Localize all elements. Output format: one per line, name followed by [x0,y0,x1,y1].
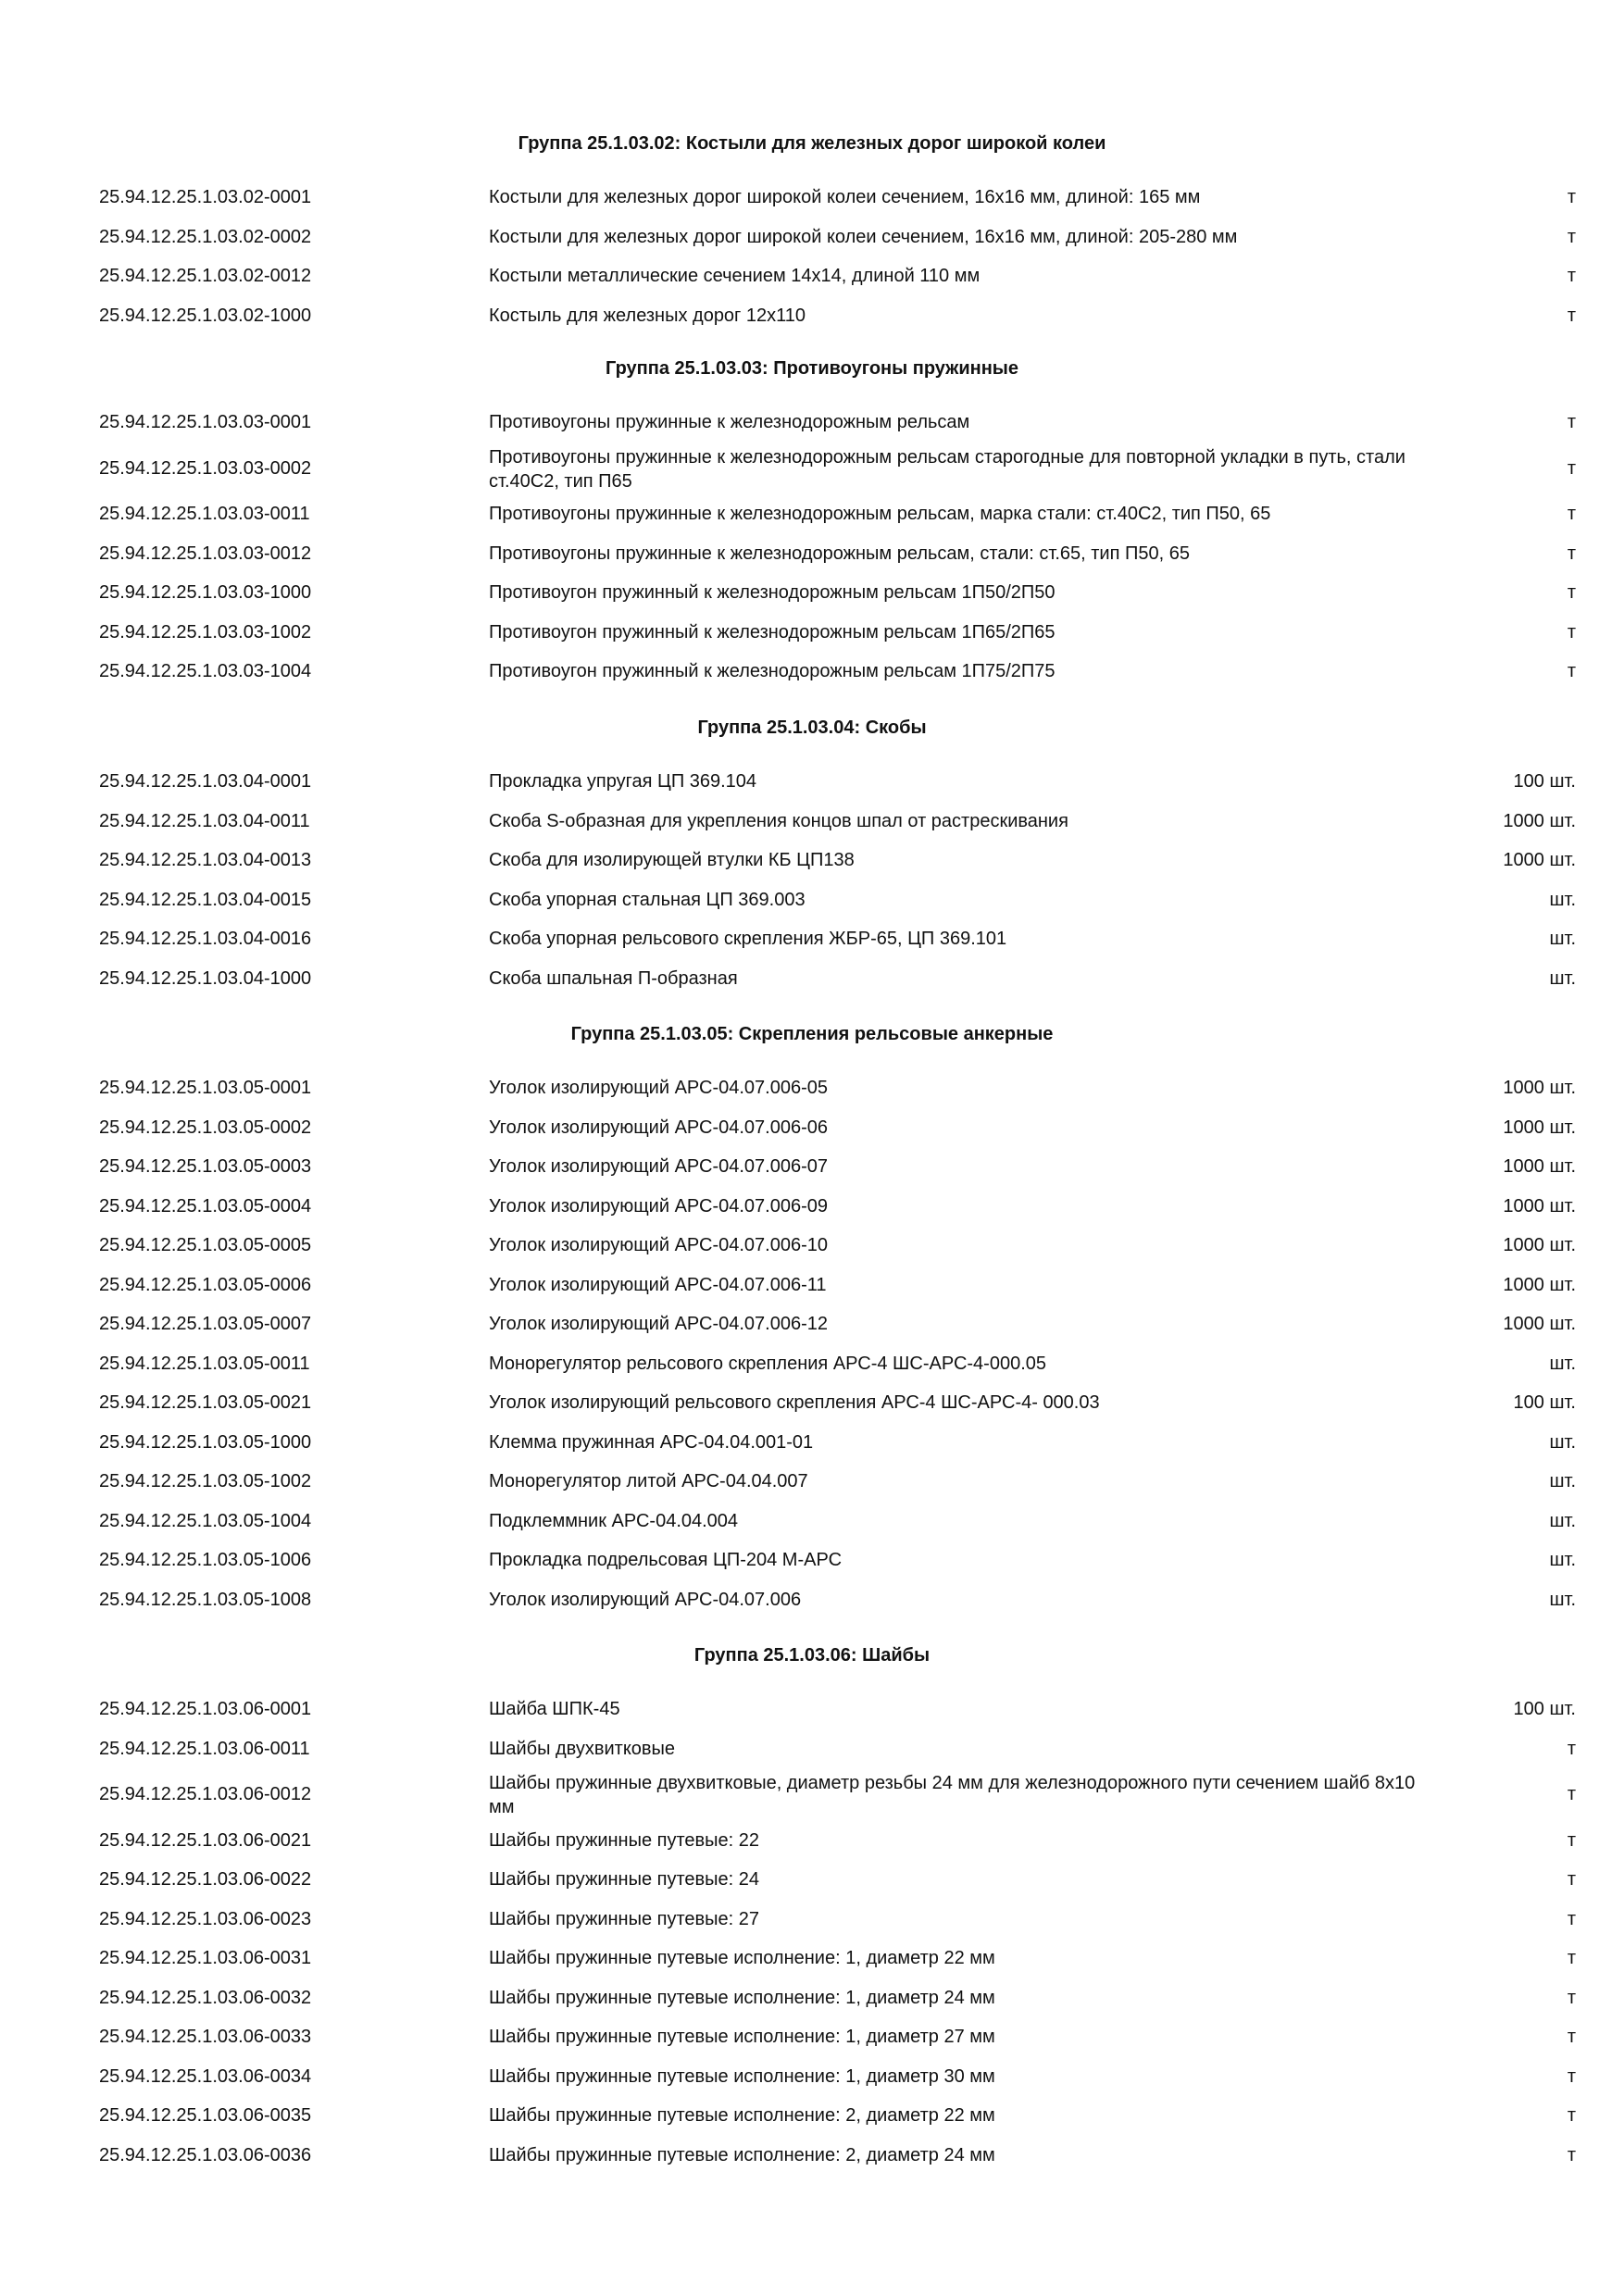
group-heading: Группа 25.1.03.06: Шайбы [693,1645,931,1666]
item-unit: т [1567,2065,1576,2087]
item-name: Противоугон пружинный к железнодорожным рельсам 1П65/2П65 [489,621,1056,643]
item-unit: т [1567,543,1576,564]
item-unit: т [1567,2027,1576,2047]
item-code: 25.94.12.25.1.03.03-0001 [99,412,312,432]
item-name: Костыли металлические сечением 14х14, длиной 110 мм [489,266,981,286]
item-code: 25.94.12.25.1.03.04-1000 [99,967,312,989]
item-name: Шайбы пружинные путевые: 27 [489,1908,760,1929]
item-code: 25.94.12.25.1.03.05-0001 [99,1078,312,1098]
item-unit: 1000 шт. [1503,1235,1576,1255]
item-name: Скоба упорная стальная ЦП 369.003 [489,889,806,910]
item-name: Шайбы пружинные путевые: 22 [489,1829,760,1851]
item-code: 25.94.12.25.1.03.06-0012 [99,1784,312,1804]
item-unit: т [1567,582,1576,603]
item-name: Уголок изолирующий АРС-04.07.006-07 [489,1156,829,1177]
item-code: 25.94.12.25.1.03.02-1000 [99,305,312,326]
item-code: 25.94.12.25.1.03.03-1002 [99,621,312,643]
item-unit: шт. [1549,1550,1576,1570]
item-unit: т [1567,266,1576,286]
item-name: Скоба S-образная для укрепления концов шпал от растрескивания [489,810,1068,831]
item-code: 25.94.12.25.1.03.02-0001 [99,187,312,207]
item-name: Противоугон пружинный к железнодорожным рельсам 1П75/2П75 [489,661,1056,681]
item-code: 25.94.12.25.1.03.04-0013 [99,850,312,870]
item-unit: 1000 шт. [1503,850,1576,870]
item-code: 25.94.12.25.1.03.03-0011 [99,504,310,524]
item-name: Костыли для железных дорог широкой колеи сечением, 16х16 мм, длиной: 165 мм [489,187,1201,207]
item-unit: т [1567,305,1576,326]
item-name: Костыль для железных дорог 12х110 [489,305,806,326]
item-name: Шайбы пружинные путевые исполнение: 1, диаметр 30 мм [489,2065,995,2087]
item-name: Уголок изолирующий АРС-04.07.006-12 [489,1314,829,1334]
item-name: Клемма пружинная АРС-04.04.001-01 [489,1431,814,1453]
item-unit: 1000 шт. [1503,1195,1576,1217]
item-code: 25.94.12.25.1.03.03-1004 [99,661,312,681]
item-code: 25.94.12.25.1.03.05-1002 [99,1471,312,1491]
item-code: 25.94.12.25.1.03.03-0002 [99,457,312,479]
item-code: 25.94.12.25.1.03.02-0012 [99,266,312,286]
item-name: Шайбы двухвитковые [489,1738,676,1759]
item-name: Уголок изолирующий АРС-04.07.006-11 [489,1274,827,1295]
item-unit: т [1567,2105,1576,2126]
item-code: 25.94.12.25.1.03.05-0005 [99,1235,312,1255]
item-code: 25.94.12.25.1.03.05-0006 [99,1274,312,1295]
item-name: Шайба ШПК-45 [489,1699,620,1719]
item-name: Скоба упорная рельсового скрепления ЖБР-65, ЦП 369.101 [489,929,1007,949]
item-code: 25.94.12.25.1.03.04-0001 [99,771,312,792]
item-code: 25.94.12.25.1.03.05-0011 [99,1353,310,1374]
item-unit: 1000 шт. [1503,1117,1576,1138]
item-name: Подклеммник АРС-04.04.004 [489,1510,739,1531]
item-unit: т [1567,1784,1576,1804]
item-unit: т [1567,621,1576,643]
item-code: 25.94.12.25.1.03.05-1000 [99,1431,312,1453]
item-name: Шайбы пружинные путевые исполнение: 2, диаметр 24 мм [489,2144,995,2165]
item-unit: 100 шт. [1513,771,1576,792]
item-code: 25.94.12.25.1.03.05-1004 [99,1510,312,1531]
item-unit: т [1567,187,1576,207]
item-code: 25.94.12.25.1.03.05-1008 [99,1589,312,1610]
item-unit: т [1567,1738,1576,1759]
item-name: Противоугоны пружинные к железнодорожным рельсам, марка стали: ст.40С2, тип П50, 65 [489,504,1271,524]
item-unit: шт. [1549,1471,1576,1491]
group-heading: Группа 25.1.03.02: Костыли для железных дорог широкой колеи [518,133,1106,154]
item-code: 25.94.12.25.1.03.06-0032 [99,1987,312,2008]
item-code: 25.94.12.25.1.03.06-0033 [99,2027,312,2047]
item-unit: шт. [1549,1589,1576,1610]
item-name: Костыли для железных дорог широкой колеи сечением, 16х16 мм, длиной: 205-280 мм [489,226,1238,247]
item-unit: шт. [1549,889,1576,910]
item-name: Шайбы пружинные путевые исполнение: 1, диаметр 22 мм [489,1948,995,1968]
item-name: Уголок изолирующий рельсового скрепления АРС-4 ШС-АРС-4- 000.03 [489,1392,1100,1413]
item-unit: т [1567,1987,1576,2008]
item-code: 25.94.12.25.1.03.04-0011 [99,810,310,831]
item-unit: т [1567,226,1576,247]
item-unit: шт. [1549,967,1576,989]
item-code: 25.94.12.25.1.03.06-0034 [99,2065,312,2087]
item-code: 25.94.12.25.1.03.02-0002 [99,226,312,247]
item-code: 25.94.12.25.1.03.06-0001 [99,1699,312,1719]
group-heading: Группа 25.1.03.05: Скрепления рельсовые анкерные [570,1024,1054,1044]
item-unit: т [1567,2144,1576,2165]
item-name: Противоугон пружинный к железнодорожным рельсам 1П50/2П50 [489,582,1056,603]
item-name: Шайбы пружинные путевые исполнение: 1, диаметр 27 мм [489,2027,995,2047]
item-code: 25.94.12.25.1.03.06-0035 [99,2105,312,2126]
item-name: Скоба для изолирующей втулки КБ ЦП138 [489,850,855,870]
item-unit: 1000 шт. [1503,1156,1576,1177]
item-unit: шт. [1549,1431,1576,1453]
item-name: Противоугоны пружинные к железнодорожным рельсам, стали: ст.65, тип П50, 65 [489,543,1190,564]
item-code: 25.94.12.25.1.03.05-0002 [99,1117,312,1138]
item-name: Уголок изолирующий АРС-04.07.006-09 [489,1195,829,1217]
item-name: Шайбы пружинные путевые исполнение: 2, диаметр 22 мм [489,2105,995,2126]
item-code: 25.94.12.25.1.03.05-0003 [99,1156,312,1177]
item-code: 25.94.12.25.1.03.04-0016 [99,929,312,949]
item-name: Монорегулятор рельсового скрепления АРС-4 ШС-АРС-4-000.05 [489,1353,1047,1374]
item-name: Прокладка подрельсовая ЦП-204 М-АРС [489,1550,843,1570]
item-unit: 1000 шт. [1503,1314,1576,1334]
item-unit: 1000 шт. [1503,810,1576,831]
item-unit: т [1567,412,1576,432]
item-unit: т [1567,504,1576,524]
item-name: Уголок изолирующий АРС-04.07.006-10 [489,1235,829,1255]
group-heading: Группа 25.1.03.04: Скобы [697,718,927,738]
item-code: 25.94.12.25.1.03.06-0022 [99,1869,312,1890]
item-code: 25.94.12.25.1.03.04-0015 [99,889,312,910]
item-unit: т [1567,1948,1576,1968]
item-unit: т [1567,661,1576,681]
item-unit: т [1567,457,1576,479]
item-name: Шайбы пружинные путевые: 24 [489,1869,760,1890]
item-unit: 1000 шт. [1503,1274,1576,1295]
item-code: 25.94.12.25.1.03.05-0021 [99,1392,312,1413]
item-unit: т [1567,1829,1576,1851]
group-heading: Группа 25.1.03.03: Противоугоны пружинные [606,358,1018,379]
item-unit: шт. [1549,1353,1576,1374]
item-name: Прокладка упругая ЦП 369.104 [489,771,757,792]
item-name: Уголок изолирующий АРС-04.07.006-06 [489,1117,829,1138]
item-name: Противоугоны пружинные к железнодорожным рельсам [489,412,970,432]
item-code: 25.94.12.25.1.03.06-0023 [99,1908,312,1929]
item-name: Уголок изолирующий АРС-04.07.006 [489,1589,802,1610]
item-unit: 1000 шт. [1503,1078,1576,1098]
item-code: 25.94.12.25.1.03.06-0021 [99,1829,312,1851]
item-name: Шайбы пружинные двухвитковые, диаметр резьбы 24 мм для железнодорожного пути сечением шайб 8х10 мм [489,1773,1416,1817]
item-name: Скоба шпальная П-образная [489,967,738,989]
item-unit: 100 шт. [1513,1699,1576,1719]
item-code: 25.94.12.25.1.03.05-0004 [99,1195,312,1217]
item-name: Уголок изолирующий АРС-04.07.006-05 [489,1078,829,1098]
item-code: 25.94.12.25.1.03.03-0012 [99,543,312,564]
item-code: 25.94.12.25.1.03.05-0007 [99,1314,312,1334]
item-code: 25.94.12.25.1.03.06-0011 [99,1738,310,1759]
item-unit: 100 шт. [1513,1392,1576,1413]
item-code: 25.94.12.25.1.03.03-1000 [99,582,312,603]
item-name: Монорегулятор литой АРС-04.04.007 [489,1471,808,1491]
item-name: Противоугоны пружинные к железнодорожным рельсам старогодные для повторной укладки в путь, стали ст.40С2, тип П65 [489,446,1405,492]
item-unit: шт. [1549,929,1576,949]
item-unit: шт. [1549,1510,1576,1531]
item-unit: т [1567,1869,1576,1890]
item-unit: т [1567,1908,1576,1929]
item-code: 25.94.12.25.1.03.06-0031 [99,1948,312,1968]
item-name: Шайбы пружинные путевые исполнение: 1, диаметр 24 мм [489,1987,995,2008]
item-code: 25.94.12.25.1.03.05-1006 [99,1550,312,1570]
item-code: 25.94.12.25.1.03.06-0036 [99,2144,312,2165]
